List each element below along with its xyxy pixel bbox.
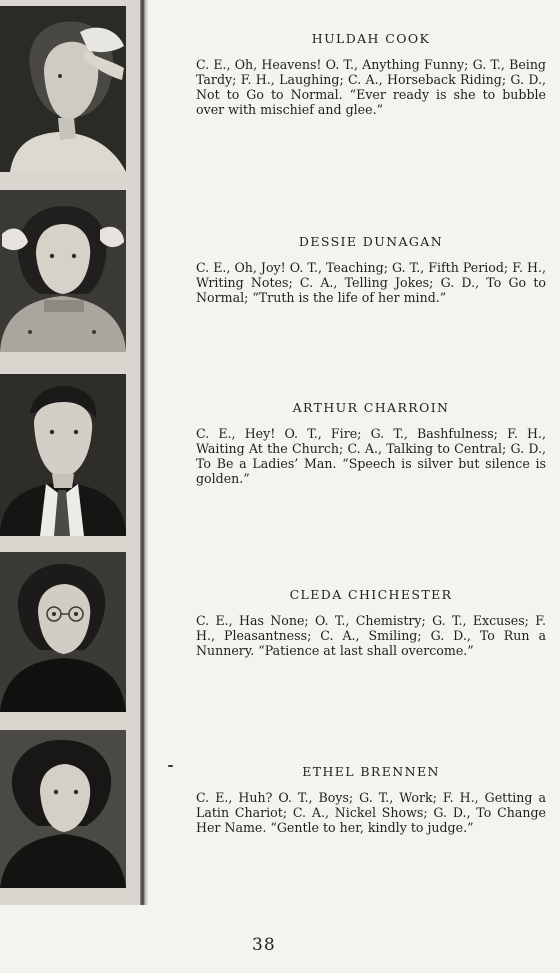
- portrait-cleda-chichester: [0, 552, 126, 712]
- student-name: DESSIE DUNAGAN: [298, 234, 444, 249]
- student-name: CLEDA CHICHESTER: [289, 587, 453, 602]
- student-description: C. E., Hey! O. T., Fire; G. T., Bashfulness; F. H., Waiting At the Church; C. A., Talking to Central; G. D., To Be a Ladies’ Man. “Speech is silver but silence is golden.”: [196, 426, 546, 486]
- student-description: C. E., Oh, Heavens! O. T., Anything Funny; G. T., Being Tardy; F. H., Laughing; C. A., Horseback Riding; G. D., Not to Go to Normal. “Ever ready is she to bubble over with mischief and glee.”: [196, 57, 546, 117]
- student-name: ARTHUR CHARROIN: [292, 400, 450, 415]
- print-speck: [168, 765, 173, 767]
- entry-dessie-dunagan: [196, 234, 546, 305]
- student-description: C. E., Has None; O. T., Chemistry; G. T., Excuses; F. H., Pleasantness; C. A., Smiling; G. D., To Run a Nunnery. “Patience at last shall overcome.”: [196, 613, 546, 658]
- entry-cleda-chichester: [196, 587, 546, 658]
- entry-huldah-cook: [196, 31, 546, 117]
- student-name: HULDAH COOK: [311, 31, 431, 46]
- page-gutter-edge: [140, 0, 148, 905]
- portrait-arthur-charroin: [0, 374, 126, 536]
- entry-arthur-charroin: [196, 400, 546, 486]
- photo-strip: [0, 0, 140, 905]
- student-name: ETHEL BRENNEN: [302, 764, 440, 779]
- student-description: C. E., Oh, Joy! O. T., Teaching; G. T., Fifth Period; F. H., Writing Notes; C. A., Telling Jokes; G. D., To Go to Normal; “Truth is the life of her mind.”: [196, 260, 546, 305]
- portrait-dessie-dunagan: [0, 190, 126, 352]
- page-number: 38: [252, 935, 276, 955]
- entry-ethel-brennen: [196, 764, 546, 835]
- portrait-huldah-cook: [0, 6, 126, 172]
- portrait-ethel-brennen: [0, 730, 126, 888]
- student-description: C. E., Huh? O. T., Boys; G. T., Work; F. H., Getting a Latin Chariot; C. A., Nickel Shows; G. D., To Change Her Name. “Gentle to her, kindly to judge.”: [196, 790, 546, 835]
